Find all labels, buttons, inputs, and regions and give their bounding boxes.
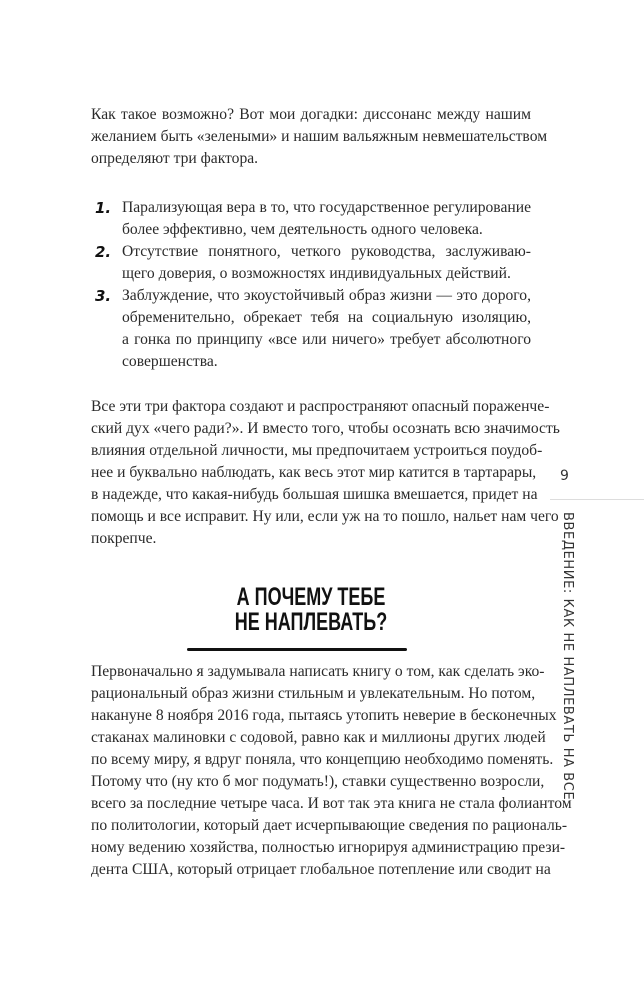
paragraph-intro xyxy=(91,104,548,170)
numbered-list xyxy=(91,197,531,373)
text-line: Первоначально я задумывала написать книгу о том, как сделать эко- xyxy=(91,663,545,680)
text-line: более эффективно, чем деятельность одного человека. xyxy=(122,221,483,238)
text-line: дента США, который отрицает глобальное потепление или сводит на xyxy=(91,861,551,878)
text-line: Парализующая вера в то, что государственное регулирование xyxy=(122,199,531,216)
list-item xyxy=(91,241,531,285)
margin-divider xyxy=(550,499,644,500)
text-line: покрепче. xyxy=(91,530,157,547)
text-line: по политологии, который дает исчерпывающие сведения по рациональ- xyxy=(91,817,568,834)
paragraph-factors xyxy=(91,396,560,550)
heading-underline xyxy=(187,648,407,651)
list-item xyxy=(91,285,531,373)
text-line: а гонка по принципу «все или ничего» требует абсолютного xyxy=(122,331,531,348)
text-line: рациональный образ жизни стильным и увлекательным. Но потом, xyxy=(91,685,536,702)
paragraph-origin xyxy=(91,661,572,881)
text-line: Все эти три фактора создают и распространяют опасный пораженче- xyxy=(91,398,550,415)
text-line: помощь и все исправит. Ну или, если уж на то пошло, нальет нам чего xyxy=(91,508,559,525)
text-line: накануне 8 ноября 2016 года, пытаясь утопить неверие в бесконечных xyxy=(91,707,557,724)
list-item xyxy=(91,197,531,241)
text-line: щего доверия, о возможностях индивидуальных действий. xyxy=(122,265,511,282)
list-number: 2. xyxy=(95,243,112,261)
heading-line: НЕ НАПЛЕВАТЬ? xyxy=(234,608,388,636)
text-line: Как такое возможно? Вот мои догадки: диссонанс между нашим xyxy=(91,106,531,123)
text-line: желанием быть «зелеными» и нашим вальяжным невмешательством xyxy=(91,128,548,145)
text-line: влияния отдельной личности, мы предпочитаем устроиться поудоб- xyxy=(91,442,543,459)
text-line: обременительно, обрекает тебя на социальную изоляцию, xyxy=(122,309,531,326)
text-line: ному ведению хозяйства, полностью игнорируя администрацию прези- xyxy=(91,839,566,856)
text-line: по всему миру, я вдруг поняла, что концепцию необходимо поменять. xyxy=(91,751,554,768)
heading-line: А ПОЧЕМУ ТЕБЕ xyxy=(236,583,386,611)
text-line: Отсутствие понятного, четкого руководства, заслуживаю- xyxy=(122,243,531,260)
text-line: стаканах малиновки с содовой, равно как и миллионы других людей xyxy=(91,729,546,746)
text-line: нее и буквально наблюдать, как весь этот мир катится в тартарары, xyxy=(91,464,537,481)
text-line: определяют три фактора. xyxy=(91,150,259,167)
list-number: 3. xyxy=(95,287,112,305)
text-line: совершенства. xyxy=(122,353,218,370)
text-line: Заблуждение, что экоустойчивый образ жизни — это дорого, xyxy=(122,287,531,304)
text-line: Потому что (ну кто б мог подумать!), ставки существенно возросли, xyxy=(91,773,545,790)
text-line: в надежде, что какая-нибудь большая шишка вмешается, придет на xyxy=(91,486,538,503)
section-heading xyxy=(91,585,531,635)
page-number: 9 xyxy=(560,468,569,484)
text-line: всего за последние четыре часа. И вот так эта книга не стала фолиантом xyxy=(91,795,572,812)
text-line: ский дух «чего ради?». И вместо того, чтобы осознать всю значимость xyxy=(91,420,560,437)
list-number: 1. xyxy=(95,199,112,217)
running-head: ВВЕДЕНИЕ: КАК НЕ НАПЛЕВАТЬ НА ВСЕ xyxy=(560,512,575,801)
